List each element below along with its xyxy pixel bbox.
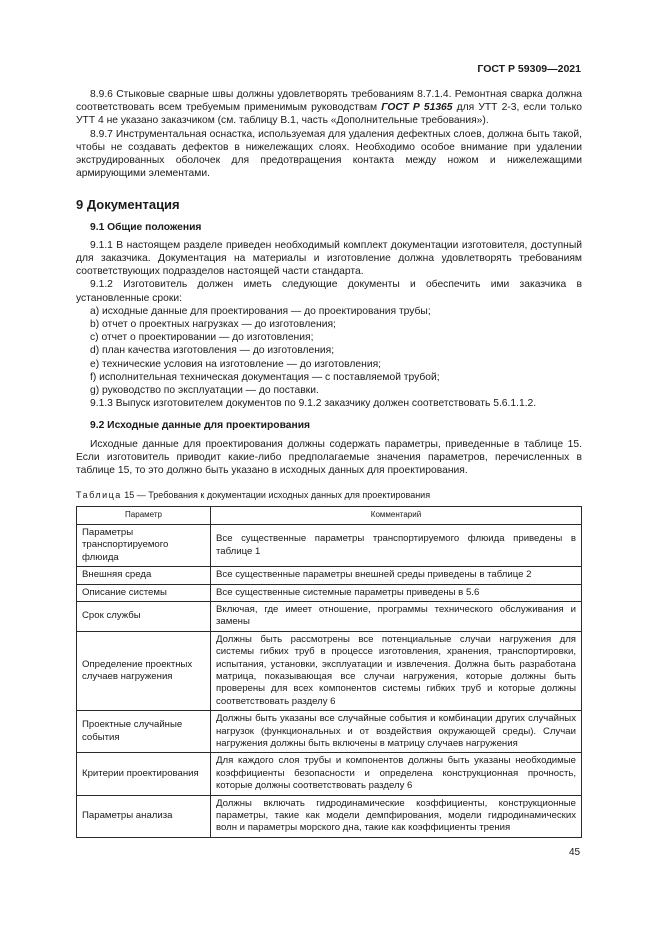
list-item: c) отчет о проектировании — до изготовления; (90, 332, 314, 344)
column-header-comment: Комментарий (211, 507, 582, 524)
paragraph-9-1-2: 9.1.2 Изготовитель должен иметь следующие документы и обеспечить ими заказчика в установленные сроки: (76, 279, 582, 304)
table-row (77, 631, 582, 710)
comment-cell: Включая, где имеет отношение, программы технического обслуживания и замены (211, 601, 582, 631)
table-row (77, 584, 582, 601)
paragraph-text: для УТТ 2-3, если только УТТ 4 не указано заказчиком (см. таблицу В.1, часть «Дополнительные требования»). (76, 102, 583, 127)
paragraph-8-9-7: 8.9.7 Инструментальная оснастка, используемая для удаления дефектных слоев, должна быть такой, чтобы не создавать дефектов в нижележащих слоях. Необходимо особое внимание при удалении экструдированных оболочек для предотвращения контакта между ножом и нижележащими армирующими элементами. (76, 128, 582, 180)
list-item: d) план качества изготовления — до изготовления; (90, 345, 335, 357)
page-number: 45 (569, 847, 581, 858)
parameter-cell: Внешняя среда (77, 567, 211, 584)
list-item: f) исполнительная техническая документация — с поставляемой трубой; (90, 371, 440, 383)
comment-cell: Все существенные системные параметры приведены в 5.6 (211, 584, 582, 601)
list-item: e) технические условия на изготовление — до изготовления; (90, 358, 382, 370)
table-caption (76, 489, 582, 502)
list-item: b) отчет о проектных нагрузках — до изготовления; (90, 319, 336, 331)
paragraph-9-2: Исходные данные для проектирования должны содержать параметры, приведенные в таблице 15. Если изготовитель приводит какие-либо предполагаемые значения параметров, перечисленных в таблице 15, то это должно быть указано в исходных данных для проектирования. (76, 438, 582, 477)
table-row (77, 524, 582, 566)
table-row (77, 795, 582, 837)
paragraph-9-1-3: 9.1.3 Выпуск изготовителем документов по 9.1.2 заказчику должен соответствовать 5.6.1.1.2. (90, 398, 537, 410)
paragraph-8-9-6 (76, 88, 582, 128)
subsection-heading: 9.1 Общие положения (90, 221, 202, 233)
table-row (77, 711, 582, 753)
section-heading: 9 Документация (76, 197, 180, 213)
comment-cell: Все существенные параметры транспортируемого флюида приведены в таблице 1 (211, 524, 582, 566)
document-id-header: ГОСТ Р 59309—2021 (477, 63, 581, 75)
comment-cell: Должны быть указаны все случайные события и комбинации других случайных нагрузок (функциональных и от воздействия окружающей среды). Случаи нагружения должны быть включены в матрицу случаев нагружения (211, 711, 582, 753)
parameter-cell: Параметры анализа (77, 795, 211, 837)
parameter-cell: Критерии проектирования (77, 753, 211, 795)
page-content (76, 88, 582, 838)
column-header-parameter: Параметр (77, 507, 211, 524)
table-row (77, 753, 582, 795)
parameter-cell: Описание системы (77, 584, 211, 601)
comment-cell: Для каждого слоя трубы и компонентов должны быть указаны необходимые коэффициенты безопасности и определена конструкционная прочность, которые должны соответствовать разделу 6 (211, 753, 582, 795)
comment-cell: Должны включать гидродинамические коэффициенты, конструкционные параметры, такие как модели демпфирования, модели гидродинамических волн и параметры морского дна, такие как коэффициенты трения (211, 795, 582, 837)
table-row (77, 567, 582, 584)
paragraph-text: 8.9.6 Стыковые сварные швы должны удовлетворять требованиям 8.7.1.4. Ремонтная сварка должна соответствовать всем требуемым применимым руководствам (76, 89, 582, 114)
list-item: g) руководство по эксплуатации — до поставки. (90, 385, 319, 397)
table-row (77, 601, 582, 631)
table-caption-label: Таблица (76, 490, 122, 501)
parameter-cell: Определение проектных случаев нагружения (77, 631, 211, 710)
table-header-row (77, 507, 582, 524)
requirements-table (76, 506, 582, 837)
comment-cell: Все существенные параметры внешней среды приведены в таблице 2 (211, 567, 582, 584)
parameter-cell: Проектные случайные события (77, 711, 211, 753)
list-item: a) исходные данные для проектирования — до проектирования трубы; (90, 305, 431, 317)
comment-cell: Должны быть рассмотрены все потенциальные случаи нагружения для системы гибких труб в процессе изготовления, хранения, транспортировки, испытания, установки, эксплуатации и извлечения. Должна быть разработана матрица, показывающая все случаи нагружения, которые должны быть проверены для всех компонентов системы гибких труб и которые должны соответствовать разделу 6 (211, 631, 582, 710)
parameter-cell: Срок службы (77, 601, 211, 631)
paragraph-9-1-1: 9.1.1 В настоящем разделе приведен необходимый комплект документации изготовителя, доступный для заказчика. Документация на материалы и изготовление должна удовлетворять требованиям соответствующих подразделов настоящей части стандарта. (76, 239, 582, 278)
standard-reference: ГОСТ Р 51365 (381, 102, 453, 114)
table-caption-text: 15 — Требования к документации исходных данных для проектирования (121, 490, 431, 501)
subsection-heading: 9.2 Исходные данные для проектирования (90, 420, 311, 432)
document-list (76, 305, 582, 397)
parameter-cell: Параметры транспортируемого флюида (77, 524, 211, 566)
